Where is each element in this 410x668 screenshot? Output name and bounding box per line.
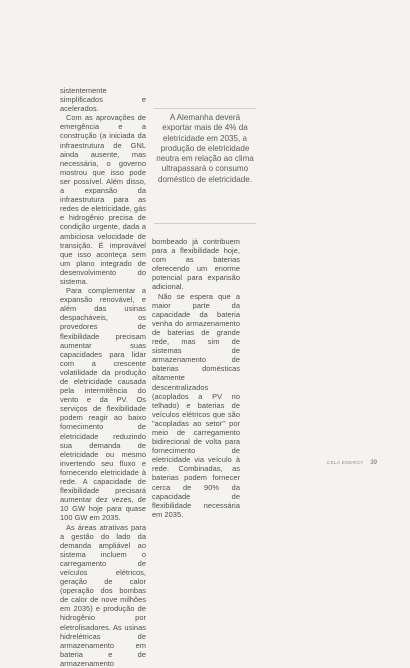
quote-bottom-rule bbox=[154, 223, 256, 224]
right-text-column bbox=[152, 237, 240, 519]
page-number: 39 bbox=[370, 460, 377, 466]
pull-quote: A Alemanha deverá exportar mais de 4% da eletricidade em 2035, a produção de eletricidade neutra em relação ao clima ultrapassará o consumo doméstico de eletricidade. bbox=[154, 113, 256, 185]
paragraph: Para complementar a expansão renovável, e além das usinas despacháveis, os provedores de flexibilidade precisam aumentar suas capacidades para lidar com a crescente volatilidade da produção de eletricidade causada pela intermitência do vento e da PV. Os serviços de flexibilidade podem reagir ao baixo fornecimento de eletricidade reduzindo sua demanda de eletricidade ou mesmo invertendo seu fluxo e fornecendo eletricidade à rede. A capacidade de flexibilidade precisará aumentar dez vezes, de 10 GW hoje para quase 100 GW em 2035. bbox=[60, 286, 146, 522]
paragraph: bombeado já contribuem para a flexibilidade hoje, com as baterias oferecendo um enorme potencial para expansão adicional. bbox=[152, 237, 240, 292]
paragraph: Com as aprovações de emergência e a construção (a iniciada da infraestrutura de GNL ainda ausente, mas necessária, o governo mostrou que isso pode ser possível. Além disso, a expansão da infraestrutura para as redes de eletricidade, gás e hidrogênio precisa de condição urgente, dada a ambiciosa velocidade de transição. É improvável que isso aconteça sem um plano integrado de desenvolvimento do sistema. bbox=[60, 113, 146, 286]
paragraph: Não se espera que a maior parte da capacidade da bateria venha do armazenamento de baterias de grande rede, mas sim de sistemas de armazenamento de baterias domésticas altamente descentralizados (acoplados a PV no telhado) e baterias de veículos elétricos que são "acopladas ao setor" por meio de carregamento bidirecional de volta para fornecimento de eletricidade via veículo à rede. Combinadas, as baterias podem fornecer cerca de 90% da capacidade de flexibilidade necessária em 2035. bbox=[152, 292, 240, 519]
left-text-column bbox=[60, 86, 146, 668]
paragraph: sistentemente simplificados e acelerados. bbox=[60, 86, 146, 113]
footer-section-label: CELA ENERGY bbox=[327, 460, 364, 465]
page-footer bbox=[327, 460, 377, 466]
paragraph: As áreas atrativas para a gestão do lado da demanda ampliável ao sistema incluem o carregamento de veículos elétricos, geração de calor (operação dos bombas de calor de nove milhões em 2035) e produção de hidrogênio por eletrolisadores. As usinas hidrelétricas de armazenamento em bateria e de armazenamento bbox=[60, 523, 146, 668]
quote-top-rule bbox=[154, 108, 256, 109]
